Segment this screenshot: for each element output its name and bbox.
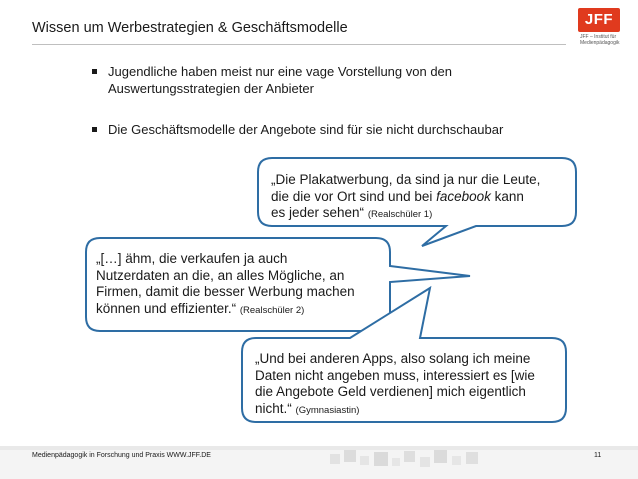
bullet-line: Jugendliche haben meist nur eine vage Vorstellung von den [108, 64, 453, 79]
quote-line: die Angebote Geld verdienen] mich eigentlich [255, 384, 526, 399]
quote-line [96, 301, 386, 320]
quote-line [271, 189, 569, 206]
logo-subtitle-line-1: JFF – Institut für [580, 34, 617, 40]
logo-subtitle-line-2: Medienpädagogik [580, 40, 620, 46]
footer-decoration [330, 448, 490, 478]
logo-mark: JFF [578, 8, 620, 32]
quote-line [271, 205, 569, 224]
quote-source: (Gymnasiastin) [295, 404, 360, 416]
quote-line: „[…] ähm, die verkaufen ja auch [96, 251, 288, 266]
quote-line: Daten nicht angeben muss, interessiert es [wie [255, 367, 535, 383]
quote-realschueler-2 [96, 251, 386, 319]
quote-line: „Und bei anderen Apps, also solang ich meine [255, 351, 531, 366]
footer-text: Medienpädagogik in Forschung und Praxis WWW.JFF.DE [32, 452, 211, 459]
quote-line: „Die Plakatwerbung, da sind ja nur die Leute, [271, 172, 541, 187]
quote-text: die die vor Ort sind und bei [271, 188, 437, 204]
bullet-line: Auswertungsstrategien der Anbieter [108, 80, 314, 96]
quote-source: (Realschüler 2) [239, 304, 305, 316]
quote-emphasis: facebook [436, 188, 491, 204]
quote-text: es jeder sehen“ [271, 205, 365, 220]
quote-gymnasiastin [255, 351, 555, 419]
quote-text: können und effizienter.“ [96, 300, 237, 316]
quote-line: Nutzerdaten an die, an alles Mögliche, an [96, 267, 345, 283]
page-number: 11 [594, 452, 602, 459]
quote-text: nicht.“ [255, 400, 292, 416]
bullet-text: Die Geschäftsmodelle der Angebote sind für sie nicht durchschaubar [108, 122, 504, 137]
quote-line: Firmen, damit die besser Werbung machen [96, 284, 355, 299]
slide-title: Wissen um Werbestrategien & Geschäftsmodelle [32, 20, 348, 36]
quote-realschueler-1 [271, 172, 569, 224]
quote-text: kann [490, 188, 524, 204]
quote-line [255, 401, 555, 420]
quote-source: (Realschüler 1) [367, 209, 433, 220]
